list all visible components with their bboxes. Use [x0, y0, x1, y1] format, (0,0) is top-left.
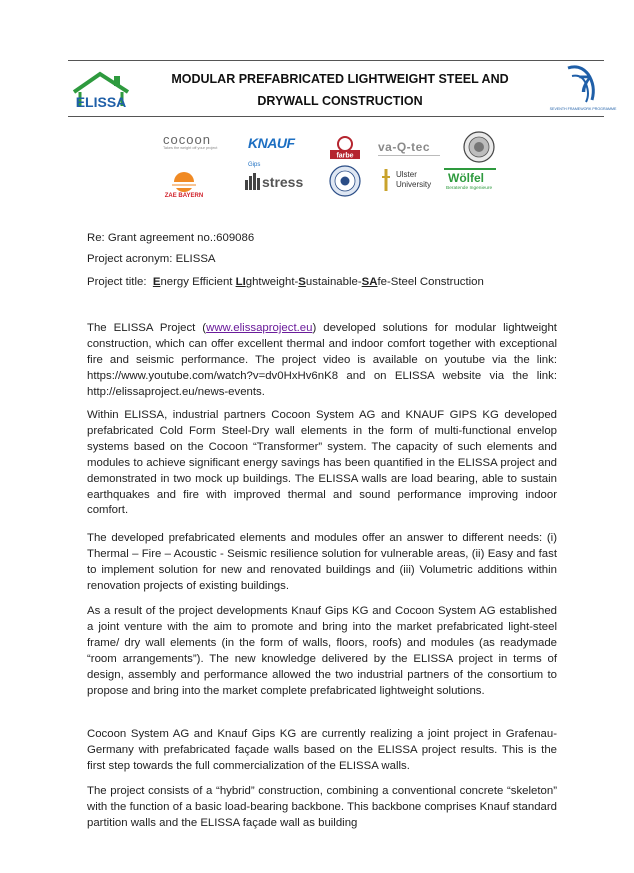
farbe-text: farbe [336, 152, 354, 160]
title-line-1: MODULAR PREFABRICATED LIGHTWEIGHT STEEL AND [171, 72, 509, 86]
wolfel-logo: Wölfel Beratende Ingenieure [444, 168, 500, 194]
fp7-number: 7 [578, 71, 592, 98]
university-seal-2 [329, 165, 361, 197]
title-initial-li: LI [235, 276, 246, 288]
university-seal-1 [463, 131, 495, 163]
paragraph-4: As a result of the project developments Knauf Gips KG and Cocoon System AG established a joint venture with the aim to promote and bring into the market prefabricated light-steel frame/ dry wall elements (in the form of walls, floors, roofs) and modules (as readymade “room arrangements”). The new knowledge delivered by the ELISSA project in terms of design, assembly and performance allowed the two industrial partners of the consortium to propose and bring into the market complete prefabricated lightweight solutions. [87, 605, 557, 697]
elissa-logo [70, 70, 134, 112]
project-acronym: Project acronym: ELISSA [87, 253, 216, 265]
fp7-caption: SEVENTH FRAMEWORK PROGRAMME [549, 107, 617, 111]
paragraph-6: The project consists of a “hybrid” construction, combining a conventional concrete “skeleton” with the function of a basic load-bearing backbone. This backbone comprises Knauf standard partition walls and the ELISSA façade wall as building [87, 785, 557, 829]
paragraph-2: Within ELISSA, industrial partners Cocoon System AG and KNAUF GIPS KG developed prefabricated Cold Form Steel-Dry wall elements in the form of multi-functional envelop systems based on the Cocoon “Transformer” system. The capacity of such elements and modules to achieve significant energy savings has been quantified in the ELISSA project and demonstrated in two mock up buildings. The ELISSA walls are load bearing, able to sustain earthquakes and fire with improved thermal and sound performance improving indoor comfort. [87, 409, 557, 517]
zae-bayern-logo: ZAE BAYERN [160, 166, 208, 199]
cocoon-logo: cocoon Takes the weight off your project [163, 132, 218, 150]
grant-agreement: Re: Grant agreement no.:609086 [87, 232, 255, 244]
farbe-logo [326, 135, 364, 161]
title-initial-s: S [298, 276, 306, 288]
header-rule-bottom [68, 116, 604, 117]
page-title [150, 68, 530, 112]
title-part-1: nergy Efficient [160, 276, 236, 288]
elissa-website-link[interactable]: www.elissaproject.eu [206, 322, 313, 334]
p1-text-a: The ELISSA Project ( [87, 322, 207, 334]
header-rule-top [68, 60, 604, 61]
vaqtec-logo: va-Q-tec [378, 140, 448, 156]
paragraph-3: The developed prefabricated elements and modules offer an answer to different needs: (i) Thermal – Fire – Acoustic - Seismic resilience solution for vulnerable areas, (ii) Easy and fast to implement solution for new and renovated buildings and (iii) Volumetric additions within renovation projects of existing buildings. [87, 532, 557, 592]
stress-logo: stress [244, 172, 306, 192]
p1-text-b: ) developed solutions for modular lightweight construction, which can offer excellent thermal and indoor comfort together with exceptional fire and seismic performance. The project video is available on youtube via the link: https://www.youtube.com/watch?v=dv0HxHv6nK8 and on ELISSA website via the link: http://elissaproject.eu/news-events. [87, 322, 557, 398]
title-line-2: DRYWALL CONSTRUCTION [257, 94, 423, 108]
title-part-4: fe-Steel Construction [377, 276, 484, 288]
project-title-label: Project title: [87, 276, 147, 288]
paragraph-5: Cocoon System AG and Knauf Gips KG are currently realizing a joint project in Grafenau-Germany with prefabricated façade walls based on the ELISSA project results. This is the first step towards the full commercialization of the ELISSA walls. [87, 728, 557, 772]
elissa-logo-text: ELISSA [75, 94, 127, 110]
title-part-2: ghtweight- [245, 276, 299, 288]
fp7-logo [549, 62, 617, 114]
title-initial-sa: SA [361, 276, 378, 288]
title-initial-e: E [152, 276, 161, 288]
project-title [87, 275, 484, 289]
paragraph-1 [87, 321, 557, 401]
knauf-logo: KNAUF Gips [248, 135, 295, 168]
title-part-3: ustainable- [305, 276, 362, 288]
ulster-university-logo: Ulster University [396, 170, 432, 189]
